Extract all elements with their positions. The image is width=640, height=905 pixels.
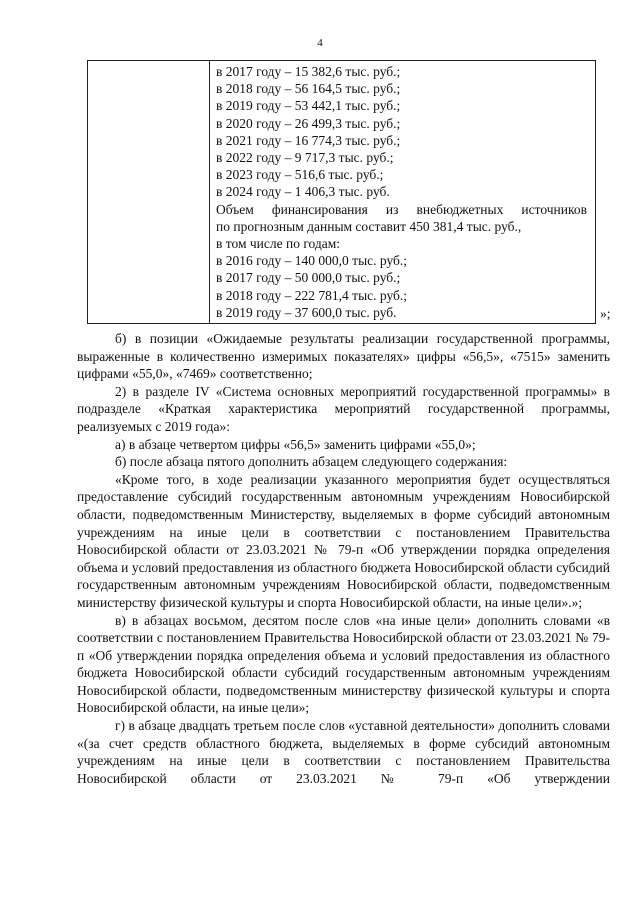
table-cell-empty xyxy=(88,61,210,324)
table-row xyxy=(88,61,596,324)
table-closing-quote: »; xyxy=(600,306,611,321)
table-line: в 2017 году – 50 000,0 тыс. руб.; xyxy=(216,270,401,286)
paragraph: б) после абзаца пятого дополнить абзацем следующего содержания: xyxy=(115,454,508,470)
paragraph: в) в абзацах восьмом, десятом после слов «на иные цели» дополнить словами «в соответствии с постановлением Правительства Новосибирской области от 23.03.2021 № 79-п «Об утверждении порядка определения объема и условий предоставления из областного бюджета Новосибирской области субсидий государственным автономным учреждениям Новосибирской области, подведомственным министерству физической культуры и спорта Новосибирской области, на иные цели»; xyxy=(77,612,610,716)
table-line: в 2024 году – 1 406,3 тыс. руб. xyxy=(216,184,390,200)
page-number: 4 xyxy=(317,37,323,49)
table-line: в том числе по годам: xyxy=(216,236,341,252)
financing-table xyxy=(87,60,596,324)
paragraph: 2) в разделе IV «Система основных мероприятий государственной программы» в подразделе «Краткая характеристика мероприятий государственной программы, реализуемых с 2019 года»: xyxy=(77,383,610,434)
table-line: в 2021 году – 16 774,3 тыс. руб.; xyxy=(216,132,401,148)
table-line: в 2019 году – 37 600,0 тыс. руб. xyxy=(216,304,397,320)
paragraph: «Кроме того, в ходе реализации указанного мероприятия будет осуществляться предоставление субсидий государственным автономным учреждениям Новосибирской области, подведомственным Министерству, выделяемых в форме субсидий автономным учреждениям на иные цели в соответствии с постановлением Правительства Новосибирской области от 23.03.2021 № 79-п «Об утверждении порядка определения объема и условий предоставления из областного бюджета Новосибирской области субсидий государственным автономным учреждениям Новосибирской области, подведомственным министерству физической культуры и спорта Новосибирской области, на иные цели».»; xyxy=(77,471,610,610)
table-line: в 2023 году – 516,6 тыс. руб.; xyxy=(216,167,384,183)
table-line: по прогнозным данным составит 450 381,4 тыс. руб., xyxy=(216,218,522,234)
paragraph: а) в абзаце четвертом цифры «56,5» заменить цифрами «55,0»; xyxy=(115,436,476,452)
table-line: в 2018 году – 56 164,5 тыс. руб.; xyxy=(216,81,401,97)
table-line: Объем финансирования из внебюджетных источников xyxy=(216,201,587,217)
table-line: в 2020 году – 26 499,3 тыс. руб.; xyxy=(216,115,401,131)
table-cell-financing xyxy=(210,61,596,324)
table-line: в 2016 году – 140 000,0 тыс. руб.; xyxy=(216,253,408,269)
paragraph: г) в абзаце двадцать третьем после слов «уставной деятельности» дополнить словами «(за счет средств областного бюджета, выделяемых в форме субсидий автономным учреждениям на иные цели в соответствии с постановлением Правительства Новосибирской области от 23.03.2021 № 79-п «Об утверждении xyxy=(77,718,610,786)
table-line: в 2022 году – 9 717,3 тыс. руб.; xyxy=(216,150,394,166)
document-body xyxy=(77,330,610,787)
table-line: в 2017 году – 15 382,6 тыс. руб.; xyxy=(216,64,401,79)
paragraph: б) в позиции «Ожидаемые результаты реализации государственной программы, выраженные в количественно измеримых показателях» цифры «56,5», «7515» заменить цифрами «55,0», «7469» соответственно; xyxy=(77,331,610,382)
table-line: в 2018 году – 222 781,4 тыс. руб.; xyxy=(216,287,408,303)
table-line: в 2019 году – 53 442,1 тыс. руб.; xyxy=(216,98,401,114)
